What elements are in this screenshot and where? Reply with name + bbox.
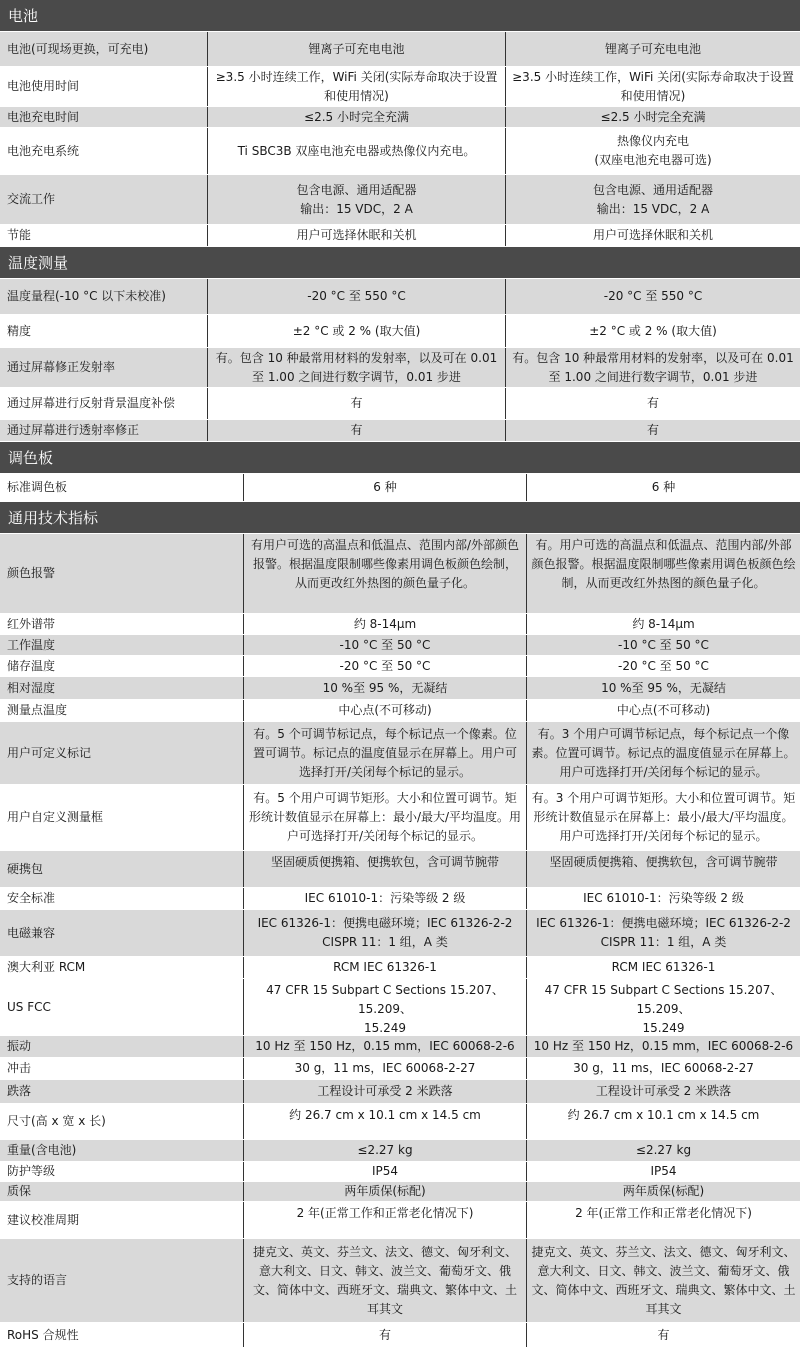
- spec-label: 相对湿度: [7, 680, 56, 695]
- spec-value: IP54: [243, 1162, 526, 1181]
- spec-value: 有。5 个可调节标记点，每个标记点一个像素。位置可调节。标记点的温度值显示在屏幕上。用户可选择打开/关闭每个标记的显示。: [243, 722, 526, 784]
- section-header-general: 通用技术指标: [0, 502, 800, 534]
- table-row: [0, 1058, 800, 1080]
- spec-value: 有: [526, 1323, 800, 1347]
- spec-label: 安全标准: [7, 891, 56, 905]
- spec-value: 热像仪内充电 (双座电池充电器可选): [505, 128, 800, 174]
- spec-value: 两年质保(标配): [526, 1182, 800, 1201]
- table-row: [0, 67, 800, 107]
- table-row: [0, 279, 800, 315]
- spec-value: 有: [207, 388, 505, 419]
- table-row: [0, 785, 800, 851]
- spec-value: 约 8-14μm: [243, 614, 526, 634]
- table-row: [0, 1162, 800, 1182]
- spec-value: ≥3.5 小时连续工作，WiFi 关闭(实际寿命取决于设置和使用情况): [505, 67, 800, 106]
- spec-label: 重量(含电池): [7, 1143, 77, 1157]
- spec-value: 30 g，11 ms，IEC 60068-2-27: [526, 1058, 800, 1079]
- spec-value: 两年质保(标配): [243, 1182, 526, 1201]
- spec-value: 中心点(不可移动): [243, 700, 526, 721]
- spec-value: 30 g，11 ms，IEC 60068-2-27: [243, 1058, 526, 1079]
- table-row: [0, 700, 800, 722]
- spec-value: -20 °C 至 50 °C: [526, 656, 800, 676]
- spec-label: 交流工作: [7, 192, 56, 206]
- spec-value: -10 °C 至 50 °C: [526, 635, 800, 655]
- spec-label: 测量点温度: [7, 703, 68, 717]
- spec-value: 有。5 个用户可调节矩形。大小和位置可调节。矩形统计数值显示在屏幕上：最小/最大/平均温度。用户可选择打开/关闭每个标记的显示。: [243, 785, 526, 850]
- table-row: [0, 910, 800, 957]
- spec-value: 捷克文、英文、芬兰文、法文、德文、匈牙利文、意大利文、日文、韩文、波兰文、葡萄牙文、俄文、简体中文、西班牙文、瑞典文、繁体中文、土耳其文: [243, 1239, 526, 1322]
- table-row: [0, 32, 800, 67]
- spec-label: 跌落: [7, 1084, 32, 1098]
- spec-value: RCM IEC 61326-1: [243, 957, 526, 978]
- spec-label: 储存温度: [7, 658, 56, 673]
- spec-label: 用户自定义测量框: [7, 810, 104, 824]
- spec-value: -20 °C 至 550 °C: [207, 279, 505, 314]
- spec-label: US FCC: [7, 999, 51, 1014]
- spec-value: Ti SBC3B 双座电池充电器或热像仪内充电。: [207, 128, 505, 174]
- spec-value: 工程设计可承受 2 米跌落: [243, 1080, 526, 1103]
- spec-value: ≥3.5 小时连续工作，WiFi 关闭(实际寿命取决于设置和使用情况): [207, 67, 505, 106]
- spec-label: 防护等级: [7, 1164, 56, 1178]
- spec-value: 47 CFR 15 Subpart C Sections 15.207、 15.209、 15.249: [526, 979, 800, 1035]
- table-row: [0, 107, 800, 128]
- table-row: [0, 225, 800, 247]
- spec-label: 通过屏幕修正发射率: [7, 360, 116, 374]
- spec-value: 有: [207, 420, 505, 441]
- spec-label: 电磁兼容: [7, 925, 56, 940]
- spec-label: 澳大利亚 RCM: [7, 960, 86, 974]
- spec-value: 坚固硬质便携箱、便携软包，含可调节腕带: [526, 851, 800, 887]
- table-row: [0, 1080, 800, 1104]
- table-row: [0, 1323, 800, 1348]
- table-row: [0, 888, 800, 910]
- spec-value: 10 Hz 至 150 Hz，0.15 mm，IEC 60068-2-6: [243, 1036, 526, 1057]
- table-row: [0, 1140, 800, 1162]
- spec-value: 锂离子可充电电池: [207, 32, 505, 66]
- table-row: [0, 635, 800, 656]
- spec-value: 锂离子可充电电池: [505, 32, 800, 66]
- spec-label: 冲击: [7, 1061, 32, 1075]
- spec-value: 包含电源、通用适配器 输出：15 VDC，2 A: [207, 175, 505, 224]
- table-row: [0, 656, 800, 677]
- spec-value: ±2 °C 或 2 % (取大值): [505, 315, 800, 347]
- spec-value: IEC 61010-1：污染等级 2 级: [526, 888, 800, 909]
- spec-label: 颜色报警: [7, 566, 56, 580]
- spec-label: 标准调色板: [7, 480, 68, 494]
- spec-value: ≤2.27 kg: [243, 1140, 526, 1161]
- spec-value: IEC 61326-1：便携电磁环境；IEC 61326-2-2 CISPR 11：1 组，A 类: [243, 910, 526, 956]
- spec-value: IP54: [526, 1162, 800, 1181]
- spec-label: 建议校准周期: [7, 1212, 80, 1227]
- table-row: [0, 957, 800, 979]
- spec-label: 质保: [7, 1184, 32, 1198]
- table-row: [0, 534, 800, 614]
- spec-value: 有。包含 10 种最常用材料的发射率，以及可在 0.01 至 1.00 之间进行数字调节，0.01 步进: [207, 348, 505, 387]
- spec-value: 10 %至 95 %，无凝结: [243, 677, 526, 699]
- spec-value: ≤2.5 小时完全充满: [505, 107, 800, 127]
- spec-value: ≤2.5 小时完全充满: [207, 107, 505, 127]
- spec-label: 振动: [7, 1039, 32, 1053]
- table-row: [0, 1036, 800, 1058]
- table-row: [0, 175, 800, 225]
- spec-label: 电池充电系统: [7, 143, 80, 158]
- spec-value: 有: [505, 388, 800, 419]
- spec-value: 约 26.7 cm x 10.1 cm x 14.5 cm: [526, 1104, 800, 1139]
- table-row: [0, 1182, 800, 1202]
- spec-value: 2 年(正常工作和正常老化情况下): [526, 1202, 800, 1238]
- spec-value: 用户可选择休眠和关机: [207, 225, 505, 246]
- table-row: [0, 315, 800, 348]
- spec-label: 尺寸(高 x 宽 x 长): [7, 1114, 106, 1128]
- spec-value: 工程设计可承受 2 米跌落: [526, 1080, 800, 1103]
- section-header-palette: 调色板: [0, 442, 800, 474]
- table-row: [0, 128, 800, 175]
- section-header-battery: 电池: [0, 0, 800, 32]
- table-row: [0, 614, 800, 635]
- spec-value: 47 CFR 15 Subpart C Sections 15.207、 15.209、 15.249: [243, 979, 526, 1035]
- spec-value: ≤2.27 kg: [526, 1140, 800, 1161]
- spec-value: 坚固硬质便携箱、便携软包，含可调节腕带: [243, 851, 526, 887]
- table-row: [0, 420, 800, 442]
- spec-label: 精度: [7, 323, 32, 338]
- spec-value: 约 26.7 cm x 10.1 cm x 14.5 cm: [243, 1104, 526, 1139]
- table-row: [0, 1202, 800, 1239]
- spec-label: 电池使用时间: [7, 79, 80, 93]
- table-row: [0, 348, 800, 388]
- table-row: [0, 474, 800, 502]
- spec-value: 2 年(正常工作和正常老化情况下): [243, 1202, 526, 1238]
- spec-value: 约 8-14μm: [526, 614, 800, 634]
- table-row: [0, 979, 800, 1036]
- spec-value: 有。3 个用户可调节标记点，每个标记点一个像素。位置可调节。标记点的温度值显示在屏幕上。用户可选择打开/关闭每个标记的显示。: [526, 722, 800, 784]
- spec-label: RoHS 合规性: [7, 1327, 79, 1342]
- section-header-temperature: 温度测量: [0, 247, 800, 279]
- spec-value: ±2 °C 或 2 % (取大值): [207, 315, 505, 347]
- table-row: [0, 677, 800, 700]
- spec-label: 工作温度: [7, 637, 56, 652]
- spec-value: IEC 61010-1：污染等级 2 级: [243, 888, 526, 909]
- spec-value: -10 °C 至 50 °C: [243, 635, 526, 655]
- spec-value: 10 Hz 至 150 Hz，0.15 mm，IEC 60068-2-6: [526, 1036, 800, 1057]
- spec-label: 用户可定义标记: [7, 745, 92, 760]
- spec-label: 温度量程(-10 °C 以下未校准): [7, 289, 166, 303]
- spec-value: 用户可选择休眠和关机: [505, 225, 800, 246]
- table-row: [0, 1104, 800, 1140]
- spec-value: RCM IEC 61326-1: [526, 957, 800, 978]
- table-row: [0, 1239, 800, 1323]
- table-row: [0, 851, 800, 888]
- spec-label: 红外谱带: [7, 616, 56, 631]
- spec-label: 硬携包: [7, 861, 44, 876]
- spec-value: IEC 61326-1：便携电磁环境；IEC 61326-2-2 CISPR 11：1 组，A 类: [526, 910, 800, 956]
- spec-label: 节能: [7, 228, 32, 242]
- spec-value: -20 °C 至 550 °C: [505, 279, 800, 314]
- spec-label: 通过屏幕进行反射背景温度补偿: [7, 396, 176, 410]
- spec-value: 有: [243, 1323, 526, 1347]
- spec-value: 中心点(不可移动): [526, 700, 800, 721]
- spec-value: 捷克文、英文、芬兰文、法文、德文、匈牙利文、意大利文、日文、韩文、波兰文、葡萄牙文、俄文、简体中文、西班牙文、瑞典文、繁体中文、土耳其文: [526, 1239, 800, 1322]
- spec-value: 包含电源、通用适配器 输出：15 VDC，2 A: [505, 175, 800, 224]
- spec-label: 电池(可现场更换，可充电): [7, 41, 149, 56]
- table-row: [0, 722, 800, 785]
- spec-value: 6 种: [243, 474, 526, 501]
- spec-value: 6 种: [526, 474, 800, 501]
- spec-label: 通过屏幕进行透射率修正: [7, 423, 140, 437]
- spec-value: 有。包含 10 种最常用材料的发射率，以及可在 0.01 至 1.00 之间进行数字调节，0.01 步进: [505, 348, 800, 387]
- spec-value: 有。用户可选的高温点和低温点、范围内部/外部颜色报警。根据温度限制哪些像素用调色板颜色绘制，从而更改红外热图的颜色量子化。: [526, 534, 800, 613]
- spec-value: 10 %至 95 %，无凝结: [526, 677, 800, 699]
- spec-label: 电池充电时间: [7, 109, 80, 124]
- table-row: [0, 388, 800, 420]
- spec-value: 有。3 个用户可调节矩形。大小和位置可调节。矩形统计数值显示在屏幕上：最小/最大/平均温度。用户可选择打开/关闭每个标记的显示。: [526, 785, 800, 850]
- spec-value: -20 °C 至 50 °C: [243, 656, 526, 676]
- spec-value: 有用户可选的高温点和低温点、范围内部/外部颜色报警。根据温度限制哪些像素用调色板颜色绘制，从而更改红外热图的颜色量子化。: [243, 534, 526, 613]
- spec-value: 有: [505, 420, 800, 441]
- spec-label: 支持的语言: [7, 1273, 68, 1287]
